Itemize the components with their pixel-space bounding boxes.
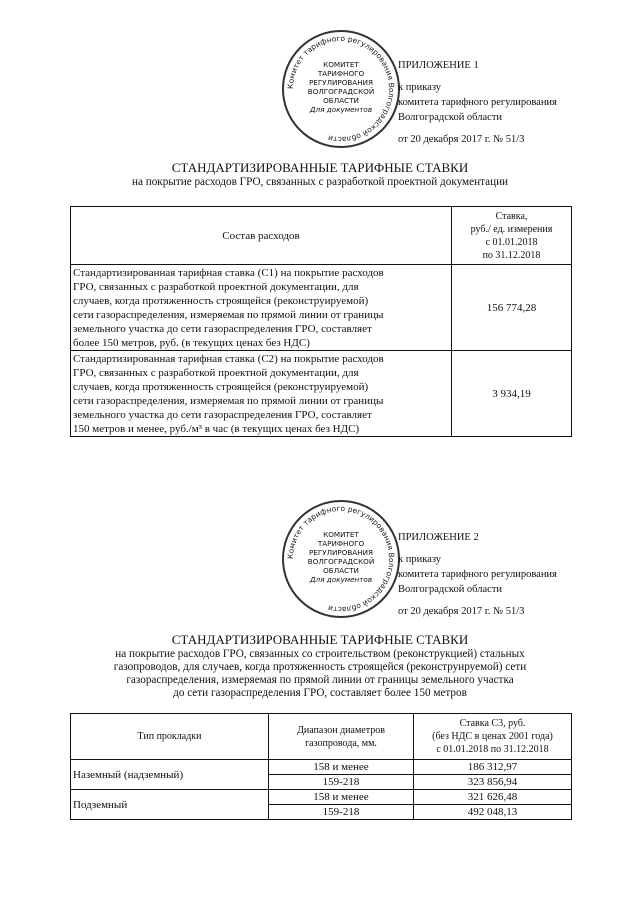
official-stamp-2	[282, 500, 400, 618]
appendix-label: ПРИЛОЖЕНИЕ 2	[398, 532, 479, 543]
header-rate-c3: Ставка С3, руб. (без НДС в ценах 2001 года) с 01.01.2018 по 31.12.2018	[414, 714, 572, 760]
stamp-center-text: КОМИТЕТ ТАРИФНОГО РЕГУЛИРОВАНИЯ ВОЛГОГРАДСКОЙ ОБЛАСТИ Для документов	[307, 60, 375, 114]
table-row	[71, 265, 572, 351]
official-stamp-1	[282, 30, 400, 148]
rate-value: 186 312,97	[414, 760, 572, 775]
diameter-range: 158 и менее	[269, 790, 414, 805]
laying-type: Подземный	[71, 790, 269, 820]
table-row	[71, 760, 572, 775]
stamp-center-text: КОМИТЕТ ТАРИФНОГО РЕГУЛИРОВАНИЯ ВОЛГОГРАДСКОЙ ОБЛАСТИ Для документов	[307, 530, 375, 584]
diameter-range: 158 и менее	[269, 760, 414, 775]
table-row	[71, 790, 572, 805]
rates-table-2	[70, 713, 572, 820]
appendix-2-header: ПРИЛОЖЕНИЕ 2 к приказу комитета тарифного регулирования Волгоградской области от 20 декабря 2017 г. № 51/3	[398, 532, 557, 617]
header-rate: Ставка, руб./ ед. измерения с 01.01.2018 по 31.12.2018	[452, 207, 572, 265]
order-date: от 20 декабря 2017 г. № 51/3	[398, 134, 525, 145]
cost-description: Стандартизированная тарифная ставка (С2) на покрытие расходов ГРО, связанных с разработкой проектной документации, для случаев, когда протяженность строящейся (реконструируемой) сети газораспределения, измеряемая по прямой линии от границы земельного участка до сети газораспределения ГРО, составляет 150 метров и менее, руб./м³ в час (в текущих ценах без НДС)	[71, 351, 452, 437]
rate-value: 3 934,19	[452, 351, 572, 437]
order-date: от 20 декабря 2017 г. № 51/3	[398, 606, 525, 617]
page-title-1: СТАНДАРТИЗИРОВАННЫЕ ТАРИФНЫЕ СТАВКИ	[171, 160, 469, 175]
rate-value: 321 626,48	[414, 790, 572, 805]
cost-description: Стандартизированная тарифная ставка (С1) на покрытие расходов ГРО, связанных с разработкой проектной документации, для случаев, когда протяженность строящейся (реконструируемой) сети газораспределения, измеряемая по прямой линии от границы земельного участка до сети газораспределения ГРО, составляет более 150 метров, руб. (в текущих ценах без НДС)	[71, 265, 452, 351]
svg-text:Комитет тарифного регулировани: Комитет тарифного регулирования Волгоградской области	[285, 503, 397, 615]
header-laying-type: Тип прокладки	[71, 714, 269, 760]
laying-type: Наземный (надземный)	[71, 760, 269, 790]
page-subtitle-1: на покрытие расходов ГРО, связанных с разработкой проектной документации	[131, 176, 509, 188]
diameter-range: 159-218	[269, 805, 414, 820]
rate-value: 492 048,13	[414, 805, 572, 820]
rate-value: 156 774,28	[452, 265, 572, 351]
rate-value: 323 856,94	[414, 775, 572, 790]
appendix-1-header: ПРИЛОЖЕНИЕ 1 к приказу комитета тарифного регулирования Волгоградской области от 20 декабря 2017 г. № 51/3	[398, 60, 557, 145]
diameter-range: 159-218	[269, 775, 414, 790]
svg-text:Комитет тарифного регулировани: Комитет тарифного регулирования Волгоградской области	[285, 33, 397, 145]
appendix-label: ПРИЛОЖЕНИЕ 1	[398, 60, 479, 71]
rates-table-1	[70, 206, 572, 437]
header-cost-composition: Состав расходов	[71, 207, 452, 265]
header-diameter-range: Диапазон диаметров газопровода, мм.	[269, 714, 414, 760]
page-subtitle-2: на покрытие расходов ГРО, связанных со строительством (реконструкцией) стальных газопроводов, для случаев, когда протяженность строящейся (реконструируемой) сети газораспределения, измеряемая по прямой линии от границы земельного участка до сети газораспределения ГРО, составляет более 150 метров	[113, 648, 527, 699]
table-row	[71, 351, 572, 437]
page-title-2: СТАНДАРТИЗИРОВАННЫЕ ТАРИФНЫЕ СТАВКИ	[171, 632, 469, 647]
